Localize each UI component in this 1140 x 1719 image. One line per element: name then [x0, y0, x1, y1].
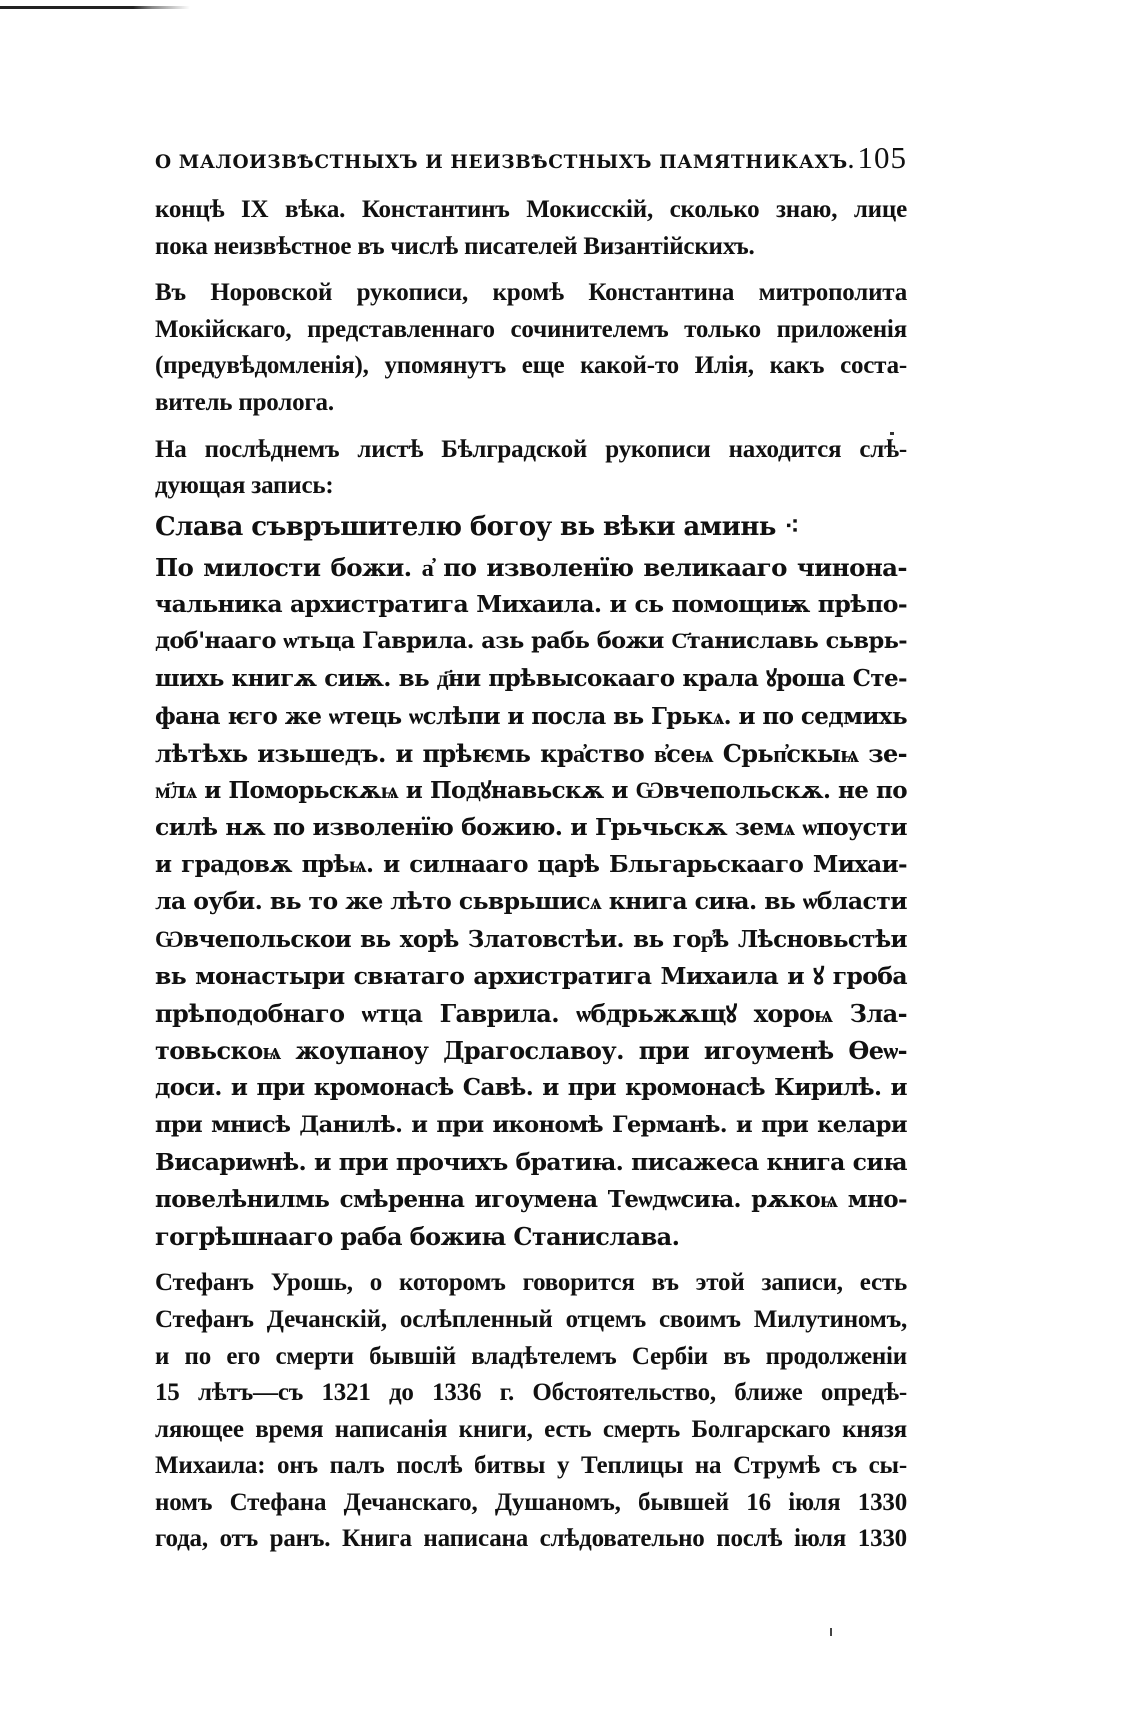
stray-ink-mark: [830, 1628, 832, 1636]
inscription-line: доб'нааго ѡтьца Гаврила. азь рабь божи С҃таниславь сьврь-: [155, 628, 907, 655]
text-line: витель пролога.: [155, 388, 334, 416]
text-line: номъ Стефана Дечанскаго, Душаномъ, бывшей 16 іюля 1330: [155, 1488, 907, 1516]
paragraph-closing: [155, 1265, 907, 1558]
inscription-line: повелѣнилмь смѣренна игоумена Теѡдѡсиꙗ. рѫкоѩ мно-: [155, 1185, 907, 1213]
text-line: Михаила: онъ палъ послѣ битвы у Теплицы на Струмѣ съ сы-: [155, 1452, 907, 1480]
inscription-line: прѣподобнаго ѡтца Гаврила. ѡбдрьжѫщꙋ хороѩ Зла-: [155, 999, 907, 1028]
text-line: ляющее время написанія книги, есть смерть Болгарскаго князя: [155, 1415, 907, 1443]
inscription-line: товьскоѩ жоупаноу Драгославоу. при игоуменѣ Ѳеѡ-: [155, 1036, 907, 1066]
inscription-line: при мнисѣ Данилѣ. и при икономѣ Германѣ. и при келари: [155, 1111, 907, 1138]
inscription-line: чальника архистратига Михаила. и сь помощиѭ прѣпо-: [155, 589, 907, 618]
text-line: Въ Норовской рукописи, кромѣ Константина митрополита: [155, 279, 907, 307]
running-title: О МАЛОИЗВѢСТНЫХЪ И НЕИЗВѢСТНЫХЪ ПАМЯТНИКАХЪ.: [155, 152, 855, 173]
inscription-line: Ѡвчепольскои вь хорѣ Златовстѣи. вь гор҆ѣ Лѣсновьстѣи: [155, 925, 907, 953]
text-line: концѣ IX вѣка. Константинъ Мокисскій, сколько знаю, лице: [155, 196, 907, 223]
top-rule: [0, 6, 190, 9]
inscription-line: шихь книгѫ сиѭ. вь д҃ни прѣвысокааго крала ꙋроша Сте-: [155, 665, 907, 693]
paragraph-2: [155, 275, 907, 421]
inscription-line: гогрѣшнааго раба божиꙗ Станислава.: [155, 1222, 680, 1252]
inscription-heading: Слава съвръшителю богоу вь вѣки аминь ⁖: [155, 511, 799, 542]
text-line: (предувѣдомленія), упомянутъ еще какой-то Илія, какъ соста-: [155, 352, 907, 380]
running-head: [155, 140, 907, 188]
inscription-line: фана ѥго же ѡтець ѡслѣпи и посла вь Грькѧ. и по седмихь: [155, 702, 907, 730]
inscription-line: ла оуби. вь то же лѣто сьврьшисѧ книга сиꙗ. вь ѡбласти: [155, 887, 907, 916]
inscription-line: Висариѡнѣ. и при прочихъ братиꙗ. писажеса книга сиꙗ: [155, 1147, 907, 1176]
text-line: пока неизвѣстное въ числѣ писателей Византійскихъ.: [155, 232, 755, 260]
text-line: года, отъ ранъ. Книга написана слѣдовательно послѣ іюля 1330: [155, 1525, 907, 1553]
text-line: 15 лѣтъ—съ 1321 до 1336 г. Обстоятельство, ближе опредѣ-: [155, 1379, 907, 1407]
text-line: и по его смерти бывшій владѣтелемъ Сербіи въ продолженіи: [155, 1342, 907, 1370]
inscription-line: м҃лѧ и Поморьскѫѩ и Подꙋнавьскѫ и Ѡвчепольскѫ. не по: [155, 776, 907, 804]
text-line: Стефанъ Дечанскій, ослѣпленный отцемъ своимъ Милутиномъ,: [155, 1305, 907, 1333]
text-line: Стефанъ Урошь, о которомъ говорится въ этой записи, есть: [155, 1269, 907, 1297]
text-line: дующая запись:: [155, 472, 334, 500]
inscription-line: лѣтѣхь изьшедъ. и прѣѥмь кра҆ство в҆сеѩ Срьп҆скыѩ зе-: [155, 738, 907, 768]
inscription-line: силѣ нѫ по изволенїю божию. и Грьчьскѫ земѧ ѡпоусти: [155, 813, 907, 842]
slavonic-inscription: [155, 505, 907, 1256]
paragraph-1: [155, 192, 907, 265]
book-page: [155, 140, 907, 1558]
inscription-line: и градовѫ прѣѩ. и силнааго царѣ Бльгарьскааго Михаи-: [155, 851, 907, 879]
inscription-line: доси. и при кромонасѣ Савѣ. и при кромонасѣ Кирилѣ. и: [155, 1074, 907, 1102]
text-line: На послѣднемъ листѣ Бѣлградской рукописи находится слѣ-: [155, 435, 907, 463]
paragraph-3: [155, 432, 907, 505]
inscription-line: вь монастыри свꙗтаго архистратига Михаила и ꙋ гроба: [155, 961, 907, 990]
text-line: Мокійскаго, представленнаго сочинителемъ только приложенія: [155, 315, 907, 343]
page-number: 105: [857, 140, 907, 175]
inscription-line: По милости божи. а҆ по изволенїю великааго чинона-: [155, 552, 907, 582]
stray-ink-mark: [890, 432, 894, 435]
